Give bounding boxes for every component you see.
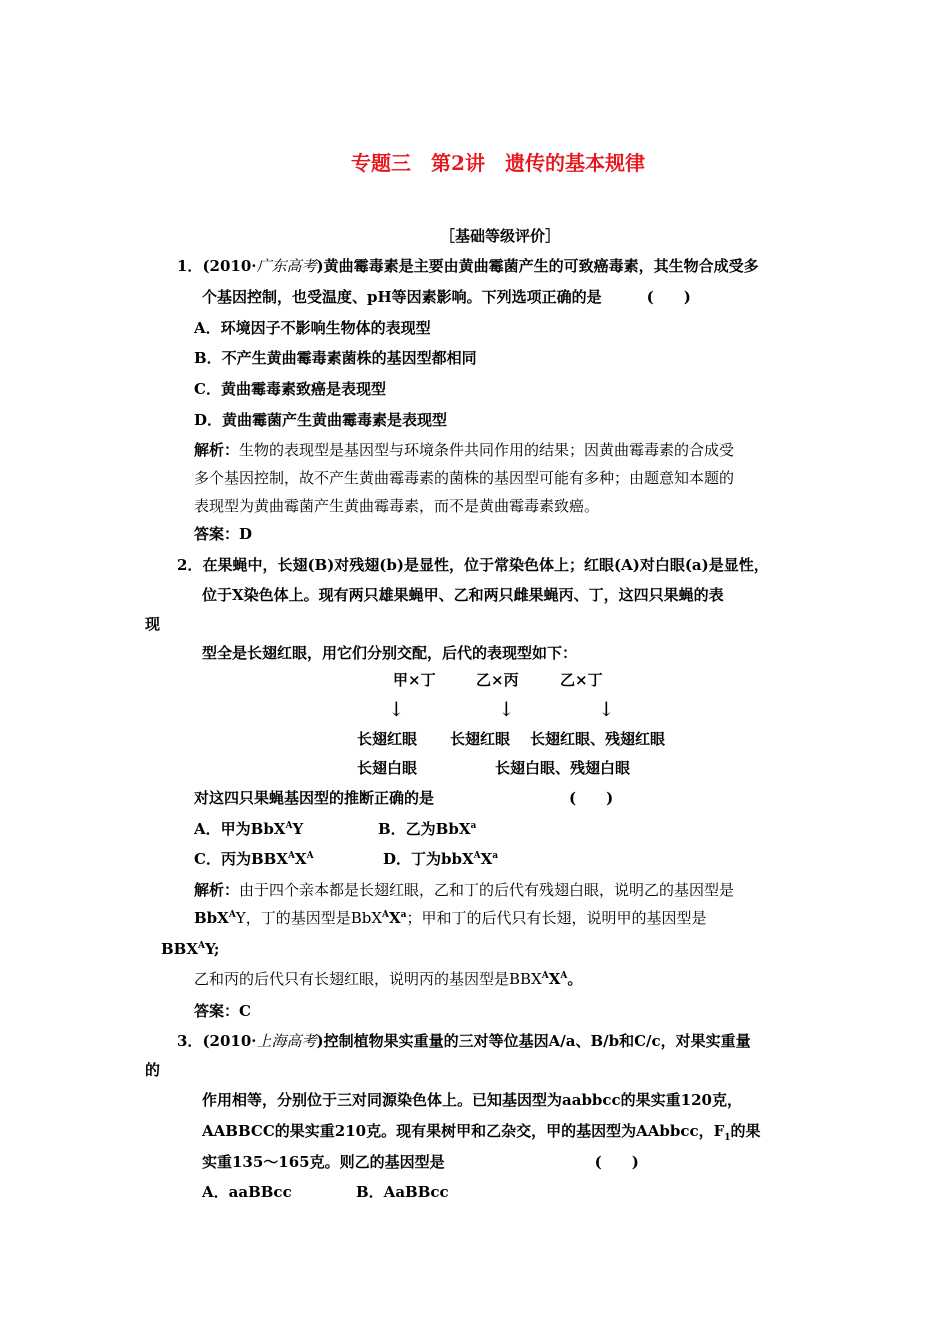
offspring-1-b: 长翅白眼 bbox=[357, 759, 418, 777]
arrow-down-icon: ↓ bbox=[388, 697, 405, 721]
question-2-stem: 对这四只果蝇基因型的推断正确的是 ( ) bbox=[194, 789, 614, 807]
question-2-line-2-wrap: 现 bbox=[145, 615, 161, 633]
analysis-line-4: 乙和丙的后代只有长翅红眼，说明丙的基因型是$BBX^AX^A$。 bbox=[194, 970, 583, 988]
question-3-line-2: 作用相等，分别位于三对同源染色体上。已知基因型为aabbcc的果实重120克， bbox=[202, 1091, 742, 1109]
question-3-line-1-wrap: 的 bbox=[145, 1061, 161, 1079]
question-3-line-1: 3．(2010·上海高考)控制植物果实重量的三对等位基因A/a、B/b和C/c，对果实重量 bbox=[177, 1032, 751, 1050]
answer: 答案：D bbox=[194, 525, 253, 543]
analysis-line-2: BbX$^A$Y，丁的基因型是$BbX^AX^a$；甲和丁的后代只有长翅，说明甲的基因型是 bbox=[194, 909, 707, 927]
question-1-line-1: 1．(2010·广东高考)黄曲霉毒素是主要由黄曲霉菌产生的可致癌毒素，其生物合成受多 bbox=[177, 257, 759, 275]
option-d: D．黄曲霉菌产生黄曲霉毒素是表现型 bbox=[194, 411, 448, 429]
option-c: C．丙为$BBX^AX^A$ bbox=[194, 850, 314, 868]
question-3-line-4: 实重135～165克。则乙的基因型是 ( ) bbox=[202, 1153, 639, 1171]
cross-2: 乙×丙 bbox=[476, 671, 519, 689]
answer: 答案：C bbox=[194, 1002, 251, 1020]
offspring-3-a: 长翅红眼、残翅红眼 bbox=[530, 730, 666, 748]
question-2-line-2: 位于X染色体上。现有两只雄果蝇甲、乙和两只雌果蝇丙、丁，这四只果蝇的表 bbox=[202, 586, 724, 604]
offspring-2: 长翅红眼 bbox=[450, 730, 511, 748]
option-d: D．丁为$bbX^AX^a$ bbox=[383, 850, 499, 868]
option-b: B．AaBBcc bbox=[356, 1183, 449, 1201]
analysis-label: 解析： bbox=[194, 441, 240, 459]
analysis-line-1: 解析：生物的表现型是基因型与环境条件共同作用的结果；因黄曲霉毒素的合成受 bbox=[194, 441, 735, 459]
question-2-line-3: 型全是长翅红眼，用它们分别交配，后代的表现型如下： bbox=[202, 644, 578, 662]
option-b: B．乙为BbX$^a$ bbox=[378, 820, 477, 838]
question-1-line-2: 个基因控制，也受温度、pH等因素影响。下列选项正确的是 ( ) bbox=[202, 288, 691, 306]
arrow-down-icon: ↓ bbox=[598, 697, 615, 721]
page-title: 专题三 第2讲 遗传的基本规律 bbox=[351, 151, 645, 175]
question-number: 1． bbox=[177, 257, 203, 275]
cross-1: 甲×丁 bbox=[393, 671, 436, 689]
option-a: A．甲为BbX$^A$Y bbox=[194, 820, 304, 838]
cross-3: 乙×丁 bbox=[560, 671, 603, 689]
option-a: A．环境因子不影响生物体的表现型 bbox=[194, 319, 431, 337]
option-c: C．黄曲霉毒素致癌是表现型 bbox=[194, 380, 386, 398]
analysis-line-1: 解析：由于四个亲本都是长翅红眼，乙和丁的后代有残翅白眼，说明乙的基因型是 bbox=[194, 881, 735, 899]
question-2-line-1: 2．在果蝇中，长翅(B)对残翅(b)是显性，位于常染色体上；红眼(A)对白眼(a)是显性， bbox=[177, 556, 769, 574]
analysis-line-3: $BBX^AY$; bbox=[161, 940, 220, 958]
source-label: 上海高考 bbox=[256, 1032, 317, 1050]
question-number: 2． bbox=[177, 556, 203, 574]
arrow-down-icon: ↓ bbox=[498, 697, 515, 721]
question-number: 3． bbox=[177, 1032, 203, 1050]
offspring-1-a: 长翅红眼 bbox=[357, 730, 418, 748]
source-label: 广东高考 bbox=[256, 257, 317, 275]
offspring-3-b: 长翅白眼、残翅白眼 bbox=[495, 759, 631, 777]
question-3-line-3: AABBCC的果实重210克。现有果树甲和乙杂交，甲的基因型为AAbbcc，$F_1$的果 bbox=[202, 1122, 761, 1143]
option-a: A．aaBBcc bbox=[202, 1183, 292, 1201]
analysis-label: 解析： bbox=[194, 881, 240, 899]
option-b: B．不产生黄曲霉毒素菌株的基因型都相同 bbox=[194, 349, 477, 367]
section-header: ［基础等级评价］ bbox=[440, 227, 561, 245]
analysis-line-3: 表现型为黄曲霉菌产生黄曲霉毒素，而不是黄曲霉毒素致癌。 bbox=[194, 497, 600, 515]
analysis-line-2: 多个基因控制，故不产生黄曲霉毒素的菌株的基因型可能有多种；由题意知本题的 bbox=[194, 469, 735, 487]
